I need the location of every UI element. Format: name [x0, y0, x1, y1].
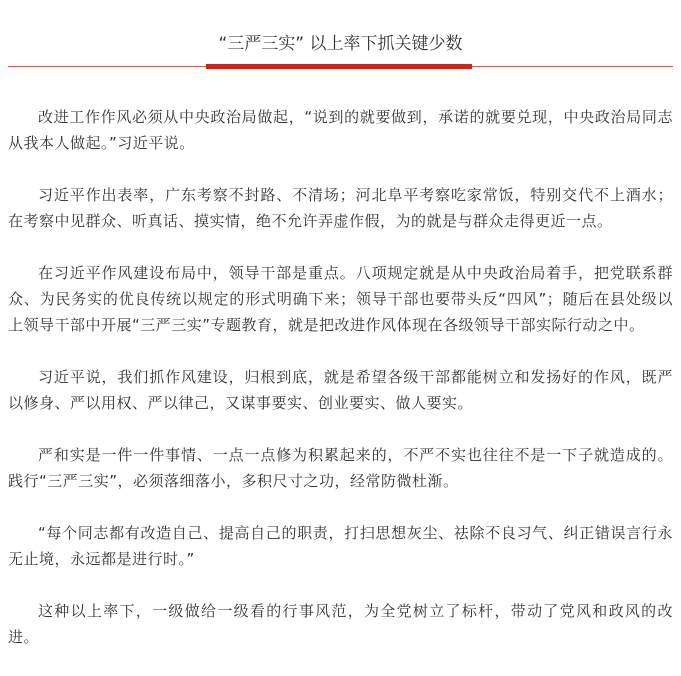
article-header — [0, 0, 681, 70]
paragraph: 在习近平作风建设布局中，领导干部是重点。八项规定就是从中央政治局着手，把党联系群众、为民务实的优良传统以规定的形式明确下来；领导干部也要带头反“四风”；随后在县处级以上领导干部中开展“三严三实”专题教育，就是把改进作风体现在各级领导干部实际行动之中。 — [8, 264, 673, 334]
paragraph: 习近平作出表率，广东考察不封路、不清场；河北阜平考察吃家常饭，特别交代不上酒水；在考察中见群众、听真话、摸实情，绝不允许弄虚作假，为的就是与群众走得更近一点。 — [8, 186, 673, 230]
title-accent-bar — [206, 64, 472, 69]
article-body — [8, 104, 673, 676]
article-title: “三严三实” 以上率下抓关键少数 — [218, 34, 463, 54]
paragraph: 习近平说，我们抓作风建设，归根到底，就是希望各级干部都能树立和发扬好的作风，既严以修身、严以用权、严以律己，又谋事要实、创业要实、做人要实。 — [8, 368, 673, 412]
paragraph: 严和实是一件一件事情、一点一点修为积累起来的，不严不实也往往不是一下子就造成的。践行“三严三实”，必须落细落小，多积尺寸之功，经常防微杜渐。 — [8, 446, 673, 490]
paragraph: 改进工作作风必须从中央政治局做起，“说到的就要做到，承诺的就要兑现，中央政治局同志从我本人做起。”习近平说。 — [8, 108, 673, 152]
paragraph: 这种以上率下，一级做给一级看的行事风范，为全党树立了标杆，带动了党风和政风的改进。 — [8, 602, 673, 646]
paragraph-quote: “每个同志都有改造自己、提高自己的职责，打扫思想灰尘、祛除不良习气、纠正错误言行永无止境，永远都是进行时。” — [8, 524, 673, 568]
